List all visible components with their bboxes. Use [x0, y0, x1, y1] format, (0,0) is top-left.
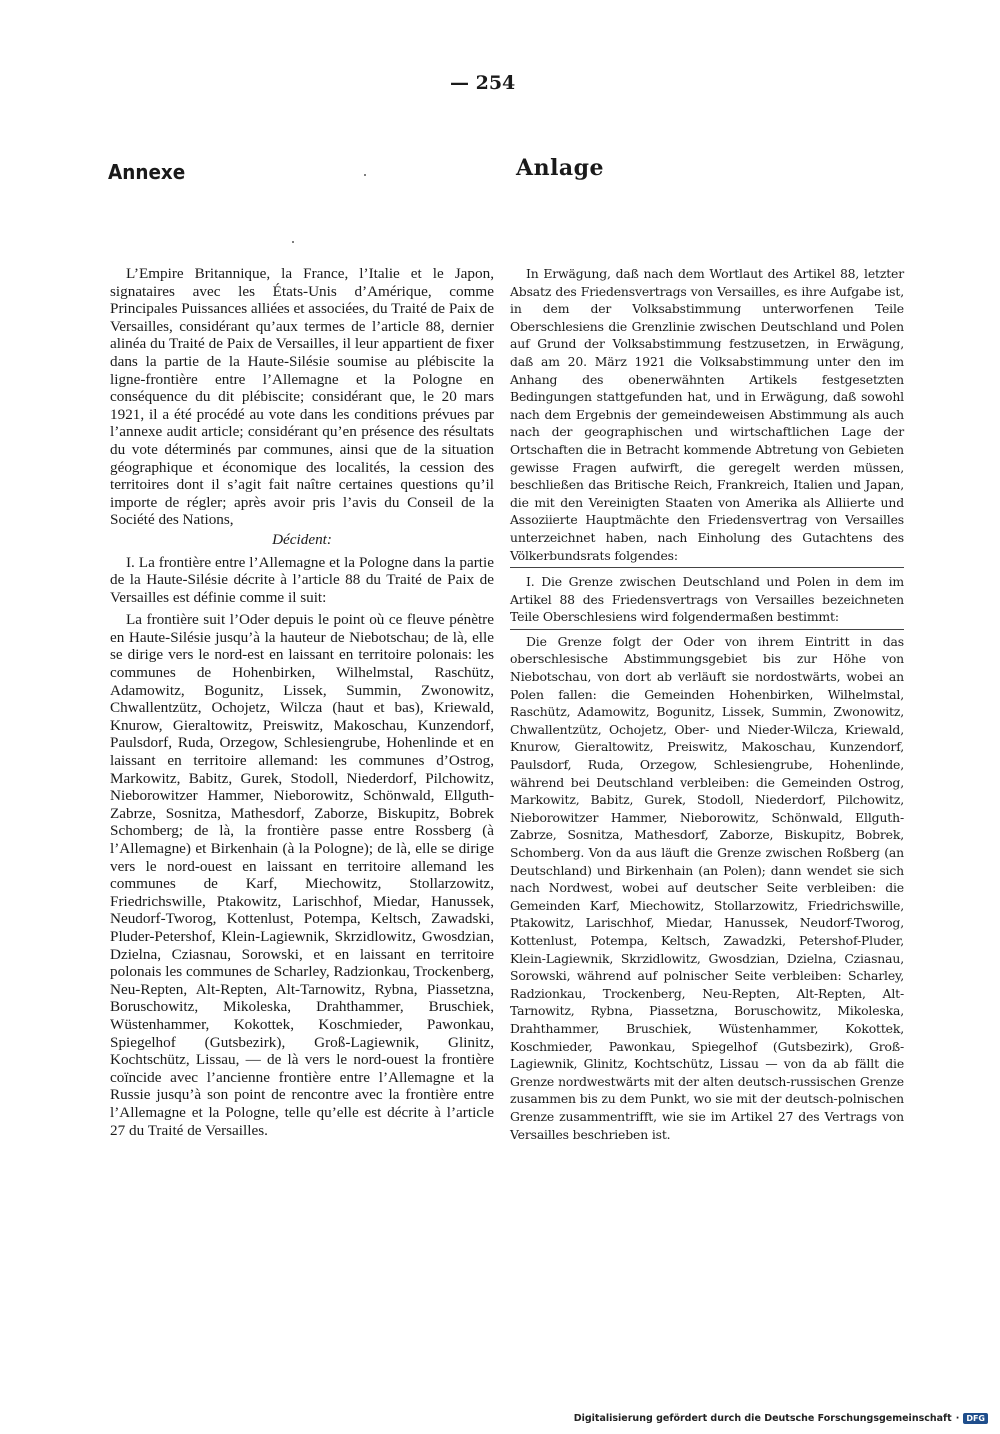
footer-separator: · — [955, 1413, 960, 1424]
footer — [574, 1413, 988, 1424]
french-title: Annexe — [108, 160, 186, 184]
german-column — [510, 265, 904, 1143]
german-title: Anlage — [516, 155, 605, 181]
french-boundary-description: La frontière suit l’Oder depuis le point où ce fleuve pénètre en Haute-Silésie jusqu’à la hauteur de Niebotschau; de là, elle se dirige vers le nord-est en laissant en territoire polonais: les communes de Hohenbirken, Wilhelmstal, Raschütz, Adamowitz, Bogunitz, Lissek, Summin, Zwonowitz, Chwallentzütz, Ochojetz, Wilcza (haut et bas), Kriewald, Knurow, Gieraltowitz, Preiswitz, Makoschau, Kunzendorf, Paulsdorf, Ruda, Orzegow, Schlesiengrube, Hohenlinde et en laissant en territoire allemand: les communes d’Ostrog, Markowitz, Babitz, Gurek, Stodoll, Niederdorf, Pilchowitz, Nieborowitzer Hammer, Nieborowitz, Schönwald, Ellguth-Zabrze, Sosnitza, Mathesdorf, Zaborze, Biskupitz, Bobrek Schomberg; de là, la frontière passe entre Rossberg (à l’Allemagne) et Birkenhain (à la Pologne); de là, elle se dirige vers le nord-ouest en laissant en territoire allemand les communes de Karf, Miechowitz, Stollarzowitz, Friedrichswille, Ptakowitz, Larischhof, Miedar, Hanussek, Neudorf-Tworog, Kottenlust, Potempa, Keltsch, Zawadski, Pluder-Petershof, Klein-Lagiewnik, Skrzidlowitz, Gwosdzian, Dzielna, Cziasnau, Sorowski, et en laissant en territoire polonais les communes de Scharley, Radzionkau, Trockenberg, Neu-Repten, Alt-Repten, Alt-Tarnowitz, Rybna, Piassetzna, Boruschowitz, Mikoleska, Drahthammer, Bruschiek, Wüstenhammer, Kokottek, Koschmieder, Pawonkau, Spiegelhof (Gutsbezirk), Groß-Lagiewnik, Glinitz, Kochtschütz, Lissau, — de là vers le nord-ouest la frontière coïncide avec l’ancienne frontière entre l’Allemagne et la Russie jusqu’à son point de rencontre avec la frontière entre l’Allemagne et la Pologne, telle qu’elle est décrite à l’article 27 du Traité de Versailles. — [110, 611, 494, 1139]
french-section-i: I. La frontière entre l’Allemagne et la Pologne dans la partie de la Haute-Silésie décrite à l’article 88 du Traité de Paix de Versailles est définie comme il suit: — [110, 553, 494, 606]
german-divider — [510, 567, 904, 568]
german-boundary-description: Die Grenze folgt der Oder von ihrem Eintritt in das oberschlesische Abstimmungsgebiet bis zur Höhe von Niebotschau, von dort ab verläuft sie nordostwärts, wobei an Polen fallen: die Gemeinden Hohenbirken, Wilhelmstal, Raschütz, Adamowitz, Bogunitz, Lissek, Summin, Zwonowitz, Chwallentzütz, Ochojetz, Ober- und Nieder-Wilcza, Kriewald, Knurow, Gieraltowitz, Preiswitz, Makoschau, Kunzendorf, Paulsdorf, Ruda, Orzegow, Schlesiengrube, Hohenlinde, während bei Deutschland verbleiben: die Gemeinden Ostrog, Markowitz, Babitz, Gurek, Stodoll, Niederdorf, Pilchowitz, Nieborowitzer Hammer, Nieborowitz, Schönwald, Ellguth-Zabrze, Sosnitza, Mathesdorf, Zaborze, Biskupitz, Bobrek, Schomberg. Von da aus läuft die Grenze zwischen Roßberg (an Deutschland) und Birkenhain (an Polen); dann wendet sie sich nach Nordwest, wobei auf deutscher Seite verbleiben: die Gemeinden Karf, Miechowitz, Stollarzowitz, Friedrichswille, Ptakowitz, Larischhof, Miedar, Hanussek, Neudorf-Tworog, Kottenlust, Potempa, Keltsch, Zawadzki, Petershof-Pluder, Klein-Lagiewnik, Skrzidlowitz, Gwosdzian, Dzielna, Cziasnau, Sorowski, während auf polnischer Seite verbleiben: Scharley, Radzionkau, Trockenberg, Neu-Repten, Alt-Repten, Alt-Tarnowitz, Rybna, Piassetzna, Boruschowitz, Mikoleska, Drahthammer, Bruschiek, Wüstenhammer, Kokottek, Koschmieder, Pawonkau, Spiegelhof (Gutsbezirk), Groß-Lagiewnik, Glinitz, Kochtschütz, Lissau — von da ab fällt die Grenze nordwestwärts mit der alten deutsch-russischen Grenze zusammen bis zu dem Punkt, wo sie mit der deutsch-polnischen Grenze zusammentrifft, wie sie im Artikel 27 des Vertrags von Versailles beschrieben ist. — [510, 633, 904, 1142]
speck-mark — [292, 241, 294, 243]
german-section-i: I. Die Grenze zwischen Deutschland und Polen in dem im Artikel 88 des Friedensvertrags von Versailles bezeichneten Teile Oberschlesiens wird folgendermaßen bestimmt: — [510, 574, 904, 625]
french-decident: Décident: — [272, 530, 332, 548]
speck-mark — [364, 174, 366, 176]
dfg-logo: DFG — [963, 1413, 988, 1424]
french-column — [110, 265, 494, 1139]
french-preamble: L’Empire Britannique, la France, l’Italie et le Japon, signataires avec les États-Unis d’Amérique, comme Principales Puissances alliées et associées, du Traité de Paix de Versailles, considérant qu’aux termes de l’article 88, dernier alinéa du Traité de Paix de Versailles, il leur appartient de fixer dans la partie de la Haute-Silésie soumise au plébiscite la ligne-frontière entre l’Allemagne et la Pologne en conséquence du dit plébiscite; considérant que, le 20 mars 1921, il a été procédé au vote dans les conditions prévues par l’annexe audit article; considérant qu’en présence des résultats du vote déterminés par communes, ainsi que de la situation géographique et économique des localités, la cession des territoires dont il s’agit fait naître certaines questions qu’il importe de régler; après avoir pris l’avis du Conseil de la Société des Nations, — [110, 265, 494, 529]
footer-credit: Digitalisierung gefördert durch die Deutsche Forschungsgemeinschaft — [573, 1413, 952, 1424]
page-number: — 254 — [450, 72, 516, 94]
german-divider — [510, 629, 904, 630]
german-preamble: In Erwägung, daß nach dem Wortlaut des Artikel 88, letzter Absatz des Friedensvertrags von Versailles, es ihre Aufgabe ist, in dem der Volksabstimmung unterworfenen Teile Oberschlesiens die Grenzlinie zwischen Deutschland und Polen auf Grund der Volksabstimmung festzusetzen, in Erwägung, daß am 20. März 1921 die Volksabstimmung unter den im Anhang des obenerwähnten Artikels festgesetzten Bedingungen stattgefunden hat, und in Erwägung, daß sowohl nach dem Ergebnis der gemeindeweisen Abstimmung als auch nach der geographischen und wirtschaftlichen Lage der Ortschaften die in Betracht kommende Abtretung von Gebieten gewisse Fragen aufwirft, die geregelt werden müssen, beschließen das Britische Reich, Frankreich, Italien und Japan, die mit den Vereinigten Staaten von Amerika als Alliierte und Assoziierte Hauptmächte den Friedensvertrag von Versailles unterzeichnet haben, nach Einholung des Gutachtens des Völkerbundsrats folgendes: — [510, 266, 904, 563]
